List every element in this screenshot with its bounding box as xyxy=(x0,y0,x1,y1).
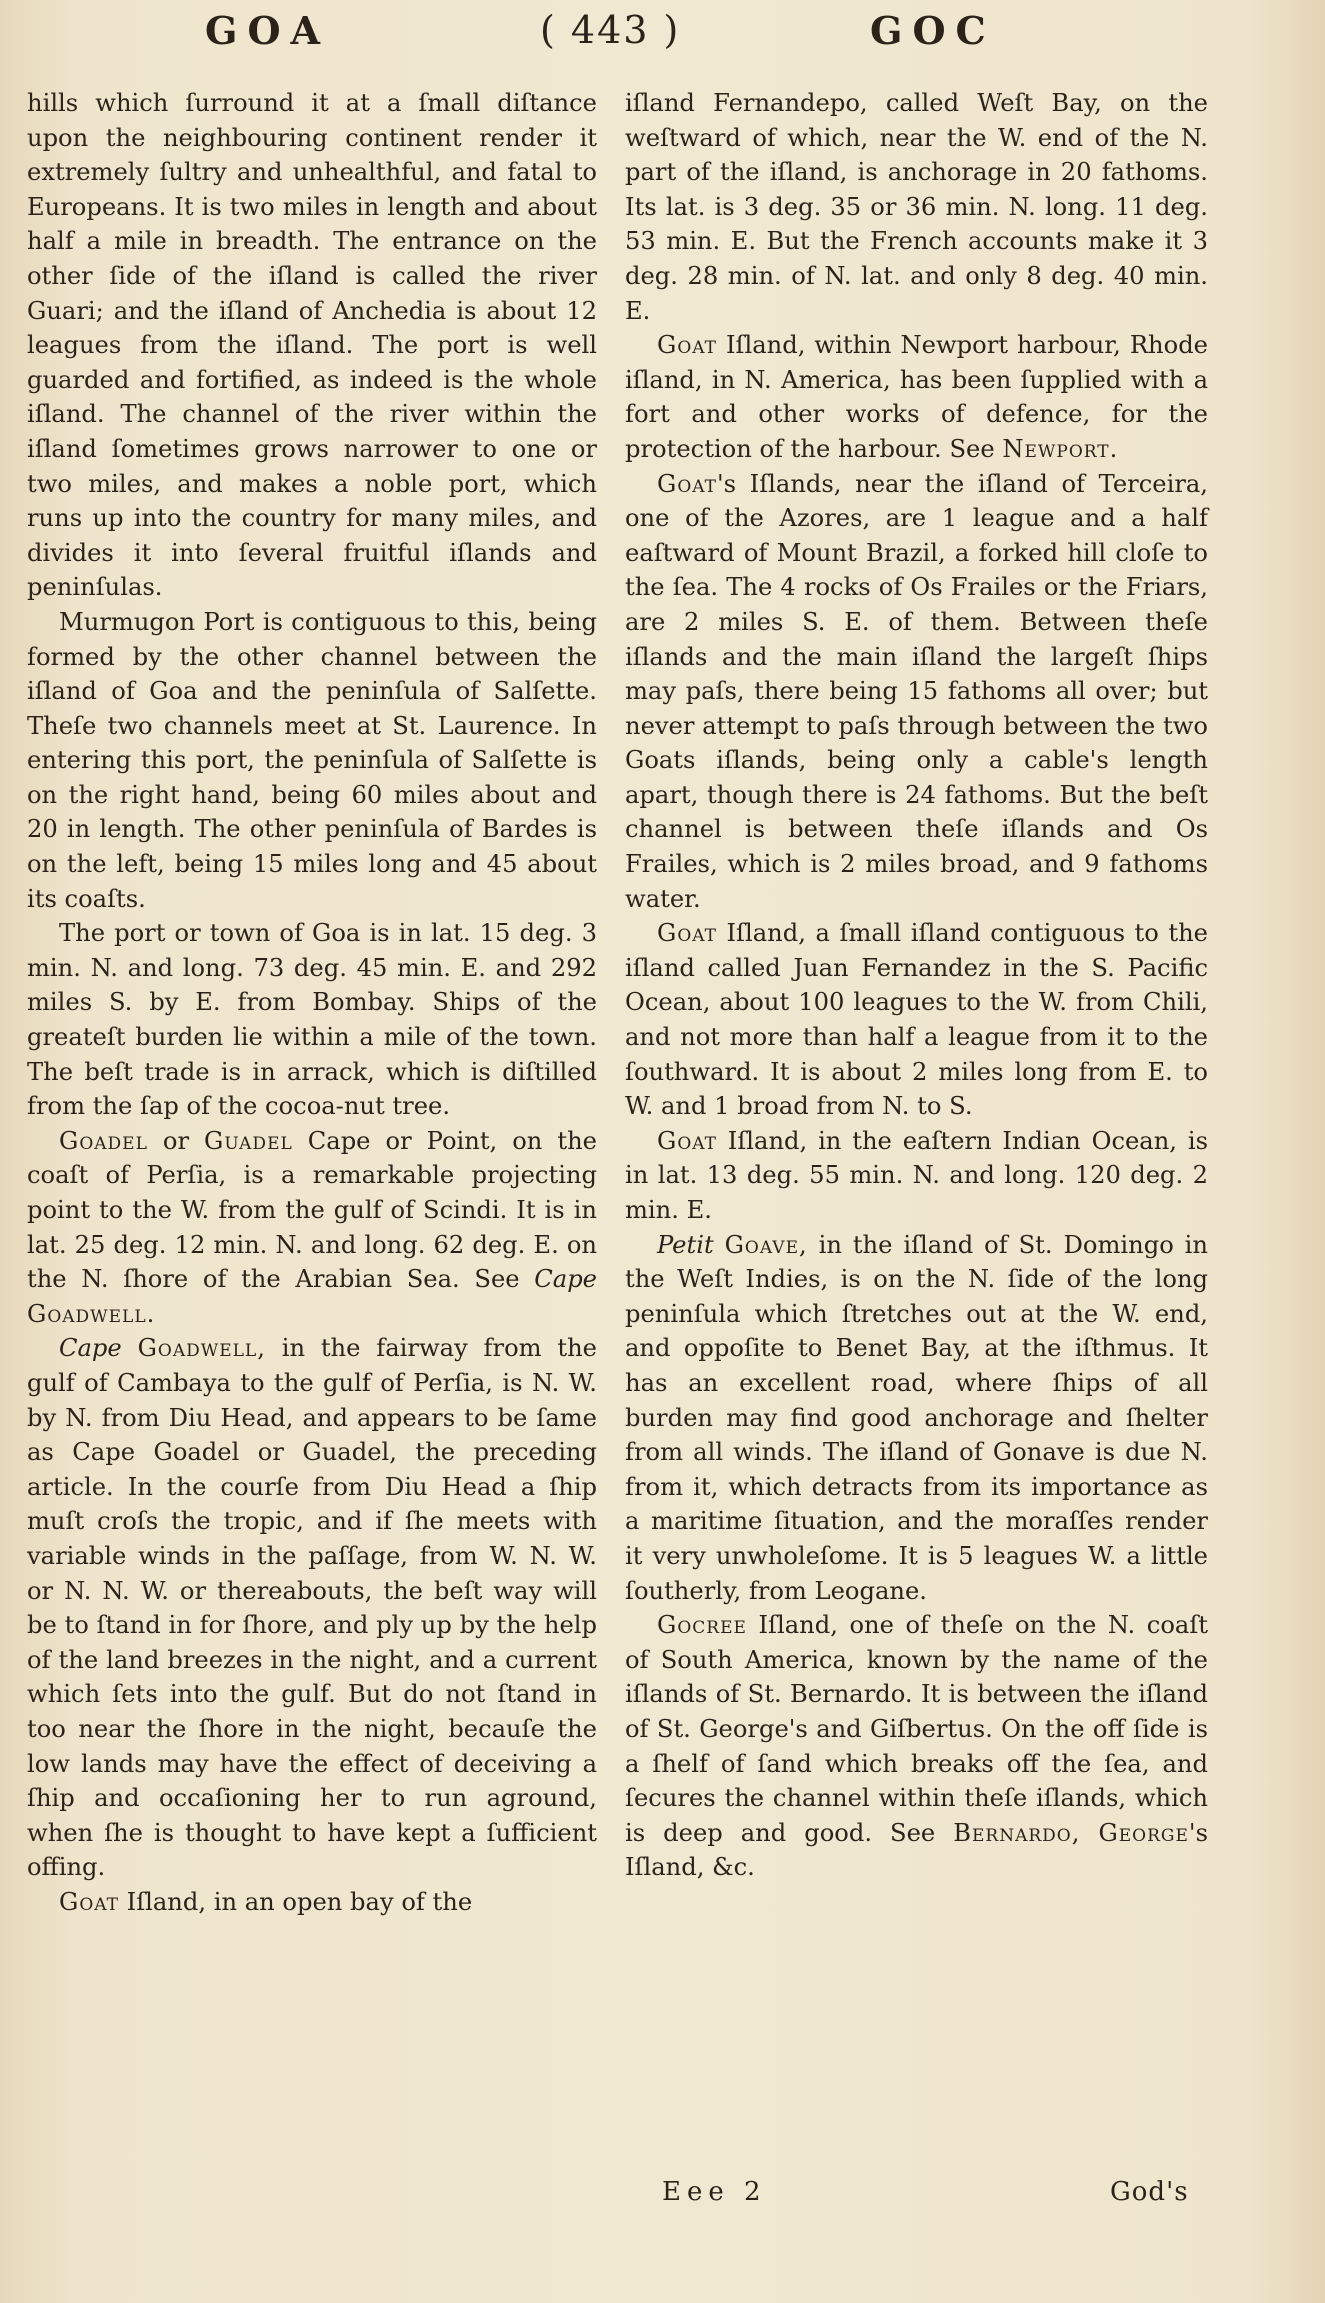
headword: Goave, xyxy=(724,1230,808,1259)
cross-reference: Bernardo, xyxy=(953,1818,1081,1847)
entry-goadel: Goadel or Guadel Cape or Point, on the coaſt of Perſia, is a remarkable projecting point to the W. from the gulf of Scindi. It is in lat. 25 deg. 12 min. N. and long. 62 deg. E. on the N. ſhore of the Arabian Sea. See Cape Goadwell. xyxy=(27,1126,597,1328)
cross-reference: Newport. xyxy=(1002,434,1119,463)
entry-petit-goave: Petit Goave, in the iſland of St. Domingo in the Weſt Indies, is on the N. ſide of the long peninſula which ſtretches out at the W. end, and oppoſite to Benet Bay, at the iſthmus. It has an excellent road, where ſhips of all burden may find good anchorage and ſhelter from all winds. The iſland of Gonave is due N. from it, which detracts from its importance as a maritime ſituation, and the moraſſes render it very unwholeſome. It is 5 leagues W. a little ſoutherly, from Leogane. xyxy=(625,1230,1208,1605)
entry-goat-island-juan-fernandez: Goat Iſland, a ſmall iſland contiguous to the iſland called Juan Fernandez in the S. Pacific Ocean, about 100 leagues to the W. from Chili, and not more than half a league from it to the ſouthward. It is about 2 miles long from E. to W. and 1 broad from N. to S. xyxy=(625,919,1208,1121)
headword: Goat xyxy=(657,919,717,948)
entry-goat-island-continued: iſland Fernandepo, called Weſt Bay, on the weſtward of which, near the W. end of the N. part of the iſland, is anchorage in 20 fathoms. Its lat. is 3 deg. 35 or 36 min. N. long. 11 deg. 53 min. E. But the French accounts make it 3 deg. 28 min. of N. lat. and only 8 deg. 40 min. E. xyxy=(625,89,1208,325)
page-footer xyxy=(0,2177,1325,2217)
running-head xyxy=(0,8,1325,68)
entry-goa-continued: hills which ſurround it at a ſmall diſtance upon the neighbouring continent render it extremely ſultry and unhealthful, and fatal to Europeans. It is two miles in length and about half a mile in breadth. The entrance on the other ſide of the iſland is called the river Guari; and the iſland of Anchedia is about 12 leagues from the iſland. The port is well guarded and fortified, as indeed is the whole iſland. The channel of the river within the iſland ſometimes grows narrower to one or two miles, and makes a noble port, which runs up into the country for many miles, and divides it into ſeveral fruitful iſlands and peninſulas. xyxy=(27,89,597,602)
header-right-word: GOC xyxy=(870,8,996,53)
entry-goat-island-newport: Goat Iſland, within Newport harbour, Rhode iſland, in N. America, has been ſupplied with a fort and other works of defence, for the protection of the harbour. See Newport. xyxy=(625,331,1208,463)
signature-mark: Eee 2 xyxy=(662,2177,767,2207)
cross-reference: Goadwell. xyxy=(27,1299,156,1328)
entry-goat-island-start: Goat Iſland, in an open bay of the xyxy=(59,1887,473,1916)
headword: Goat xyxy=(59,1887,119,1916)
headword: Goat xyxy=(657,331,717,360)
header-left-word: GOA xyxy=(205,8,331,53)
headword: Guadel xyxy=(204,1126,293,1155)
headword: Goadel xyxy=(59,1126,148,1155)
entry-murmugon-port: Murmugon Port is contiguous to this, being formed by the other channel between the iſland of Goa and the peninſula of Salſette. Theſe two channels meet at St. Laurence. In entering this port, the peninſula of Salſette is on the right hand, being 60 miles about and 20 in length. The other peninſula of Bardes is on the left, being 15 miles long and 45 about its coaſts. xyxy=(27,607,597,913)
headword: Goat xyxy=(657,469,717,498)
entry-cape-goadwell: Cape Goadwell, in the fairway from the gulf of Cambaya to the gulf of Perſia, is N. W. by N. from Diu Head, and appears to be ſame as Cape Goadel or Guadel, the preceding article. In the courſe from Diu Head a ſhip muſt croſs the tropic, and if ſhe meets with variable winds in the paſſage, from W. N. W. or N. N. W. or thereabouts, the beſt way will be to ſtand in for ſhore, and ply up by the help of the land breezes in the night, and a current which ſets into the gulf. But do not ſtand in too near the ſhore in the night, becauſe the low lands may have the effect of deceiving a ſhip and occaſioning her to run aground, when ſhe is thought to have kept a ſufficient offing. xyxy=(27,1334,597,1882)
cross-reference: George xyxy=(1098,1818,1189,1847)
entry-goats-islands: Goat's Iſlands, near the iſland of Terceira, one of the Azores, are 1 league and a half eaſtward of Mount Brazil, a forked hill cloſe to the ſea. The 4 rocks of Os Frailes or the Friars, are 2 miles S. E. of them. Between theſe iſlands and the main iſland the largeſt ſhips may paſs, there being 15 fathoms all over; but never attempt to paſs through between the two Goats iſlands, being only a cable's length apart, though there is 24 fathoms. But the beſt channel is between theſe iſlands and Os Frailes, which is 2 miles broad, and 9 fathoms water. xyxy=(625,469,1208,913)
entry-gocree-island: Gocree Iſland, one of theſe on the N. coaſt of South America, known by the name of the iſlands of St. Bernardo. It is between the iſland of St. George's and Giſbertus. On the off ſide is a ſhelf of ſand which breaks off the ſea, and ſecures the channel within theſe iſlands, which is deep and good. See Bernardo, George's Iſland, &c. xyxy=(625,1611,1208,1882)
catchword: God's xyxy=(1110,2177,1189,2207)
left-column xyxy=(27,86,597,1919)
entry-goat-island-indian-ocean: Goat Iſland, in the eaſtern Indian Ocean, is in lat. 13 deg. 55 min. N. and long. 120 deg. 2 min. E. xyxy=(625,1126,1208,1224)
right-column xyxy=(625,86,1208,1885)
entry-goa-town: The port or town of Goa is in lat. 15 deg. 3 min. N. and long. 73 deg. 45 min. E. and 292 miles S. by E. from Bombay. Ships of the greateſt burden lie within a mile of the town. The beſt trade is in arrack, which is diſtilled from the ſap of the cocoa-nut tree. xyxy=(27,919,597,1121)
page-number: ( 443 ) xyxy=(540,8,681,52)
headword: Gocree xyxy=(657,1611,747,1640)
headword: Goadwell, xyxy=(137,1334,266,1363)
headword: Goat xyxy=(657,1126,717,1155)
